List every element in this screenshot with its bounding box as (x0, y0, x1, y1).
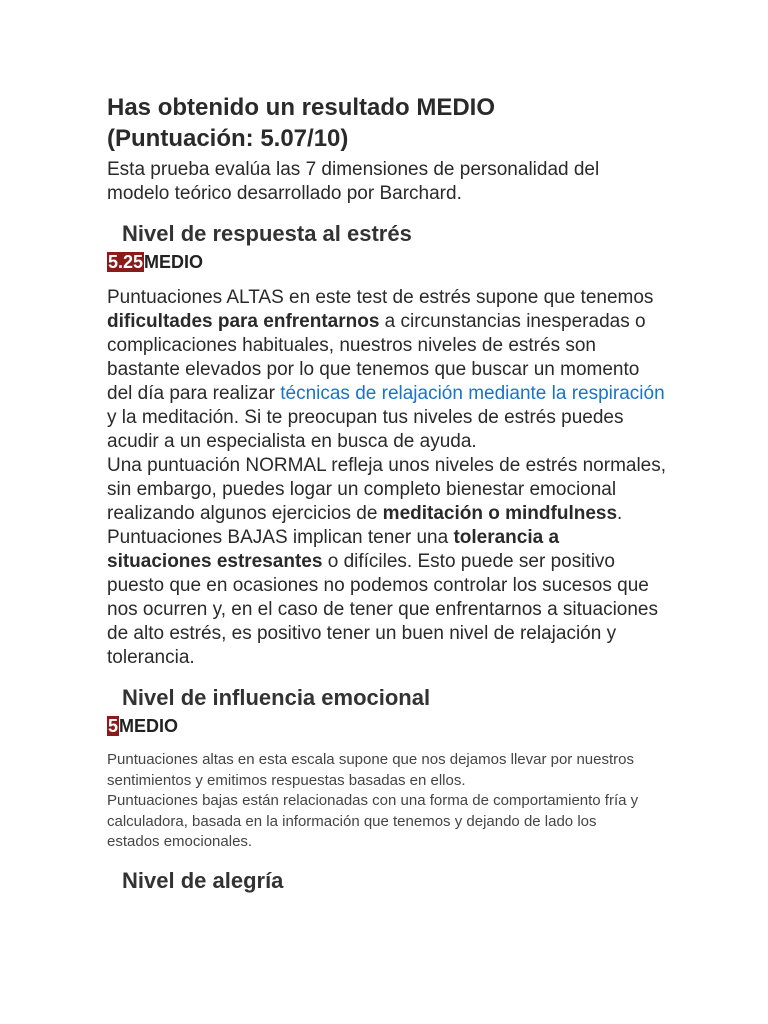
bold-text: meditación o mindfulness (382, 503, 618, 524)
score-level: MEDIO (119, 716, 179, 736)
text-span: a circunstancias inesperadas o complicaciones habituales, nuestros niveles de estrés son bastante elevados por lo que tenemos que buscar un momento del día para realizar (107, 311, 646, 404)
stress-description (107, 286, 667, 670)
score-level: MEDIO (144, 252, 204, 272)
section-title-emotional-influence: Nivel de influencia emocional (122, 685, 431, 710)
section-title-joy: Nivel de alegría (122, 867, 284, 893)
section-title-stress: Nivel de respuesta al estrés (122, 221, 412, 246)
score-row-stress (107, 250, 667, 274)
score-badge: 5.25 (108, 252, 144, 272)
stress-paragraph-high (107, 286, 667, 454)
relaxation-techniques-link[interactable]: técnicas de relajación mediante la respiración (280, 383, 665, 404)
score-badge: 5 (108, 716, 119, 736)
text-span: y la meditación. Si te preocupan tus niveles de estrés puedes acudir a un especialista en busca de ayuda. (107, 407, 624, 452)
bold-text: tolerancia a situaciones estresantes (107, 527, 560, 572)
text-span: . (617, 503, 623, 524)
result-title (107, 92, 667, 154)
text-span: o difíciles. Esto puede ser positivo puesto que en ocasiones no podemos controlar los sucesos que nos ocurren y, en el caso de tener que enfrentarnos a situaciones de alto estrés, es positivo tener un buen nivel de relajación y tolerancia. (107, 551, 658, 668)
text-span: Puntuaciones ALTAS en este test de estrés supone que tenemos (107, 287, 654, 308)
result-title-line2: (Puntuación: 5.07/10) (107, 125, 349, 152)
text-span: Puntuaciones BAJAS implican tener una (107, 527, 454, 548)
text-span: Una puntuación NORMAL refleja unos niveles de estrés normales, sin embargo, puedes logar un completo bienestar emocional realizando algunos ejercicios de (107, 455, 667, 524)
result-title-line1: Has obtenido un resultado MEDIO (107, 94, 496, 121)
emotional-influence-description (107, 750, 647, 853)
stress-paragraph-low (107, 526, 667, 670)
emotional-paragraph-high: Puntuaciones altas en esta escala supone que nos dejamos llevar por nuestros sentimientos y emitimos respuestas basadas en ellos. (107, 751, 634, 789)
emotional-paragraph-low: Puntuaciones bajas están relacionadas con una forma de comportamiento fría y calculadora, basada en la información que tenemos y dejando de lado los estados emocionales. (107, 792, 639, 850)
intro-text: Esta prueba evalúa las 7 dimensiones de personalidad del modelo teórico desarrollado por Barchard. (107, 159, 600, 204)
score-row-emotional-influence (107, 714, 667, 738)
bold-text: dificultades para enfrentarnos (107, 311, 380, 332)
stress-paragraph-normal (107, 454, 667, 526)
